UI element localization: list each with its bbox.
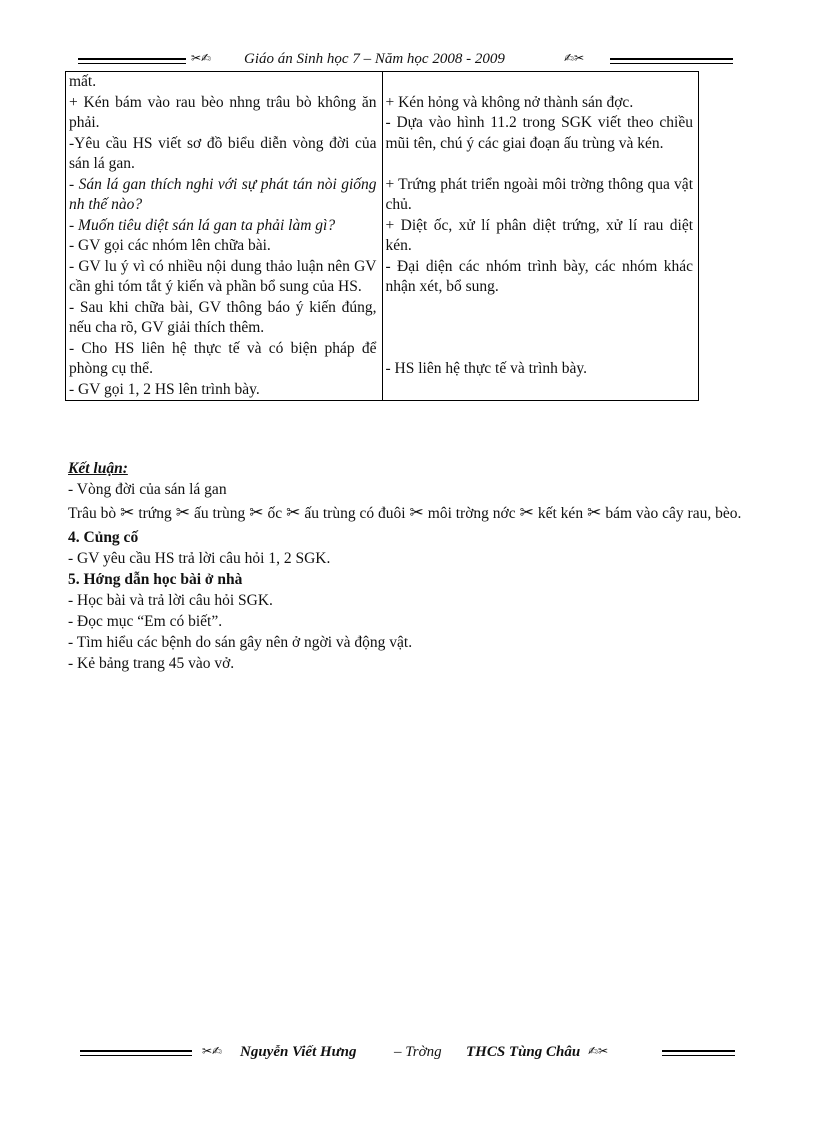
scissors-arrow-icon: ✂ xyxy=(587,503,602,523)
cycle-stage: bám vào cây rau, bèo. xyxy=(605,505,742,522)
cell-paragraph: + Diệt ốc, xử lí phân diệt trứng, xử lí rau diệt kén. xyxy=(385,216,693,254)
header-title: Giáo án Sinh học 7 – Năm học 2008 - 2009 xyxy=(244,51,505,67)
cell-spacer xyxy=(386,318,694,339)
section-5-heading: 5. Hớng dẫn học bài ở nhà xyxy=(68,571,243,588)
header-rule-right xyxy=(610,58,733,64)
list-item: - Tìm hiểu các bệnh do sán gây nên ở ngời và động vật. xyxy=(68,634,413,651)
conclusion-section xyxy=(68,458,768,674)
cell-paragraph: - GV gọi các nhóm lên chữa bài. xyxy=(69,237,271,254)
footer-author: Nguyễn Viết Hưng xyxy=(240,1044,357,1060)
conclusion-heading: Kết luận: xyxy=(68,460,128,477)
cell-paragraph: - GV lu ý vì có nhiều nội dung thảo luận nên GV cần ghi tóm tắt ý kiến và phần bổ sung của HS. xyxy=(69,257,377,295)
page-header xyxy=(78,51,733,71)
footer-ornament-right-icon: ✍✂ xyxy=(588,1044,609,1058)
scissors-arrow-icon: ✂ xyxy=(519,503,534,523)
table-row xyxy=(66,72,699,401)
cell-paragraph: - Muốn tiêu diệt sán lá gan ta phải làm gì? xyxy=(69,216,336,234)
cell-paragraph: mất. xyxy=(69,73,97,90)
cycle-stage: Trâu bò xyxy=(68,505,117,522)
student-activity-column xyxy=(382,72,699,401)
cell-paragraph: - Dựa vào hình 11.2 trong SGK viết theo chiều mũi tên, chú ý các giai đoạn ấu trùng và kén. xyxy=(385,114,693,152)
cycle-stage: trứng xyxy=(138,505,172,522)
section-5-list xyxy=(68,590,768,674)
page-footer xyxy=(80,1044,735,1064)
cell-spacer xyxy=(386,72,694,93)
cell-paragraph: - Sán lá gan thích nghi với sự phát tán nòi giống nh thế nào? xyxy=(69,175,377,213)
scissors-arrow-icon: ✂ xyxy=(120,503,135,523)
cycle-stage: kết kén xyxy=(537,505,584,522)
cell-spacer xyxy=(386,298,694,319)
cell-paragraph: - Sau khi chữa bài, GV thông báo ý kiến đúng, nếu cha rõ, GV giải thích thêm. xyxy=(69,298,377,336)
list-item: - Kẻ bảng trang 45 vào vở. xyxy=(68,655,235,672)
footer-separator: – Trờng xyxy=(394,1044,442,1060)
cell-paragraph: -Yêu cầu HS viết sơ đồ biểu diễn vòng đời của sán lá gan. xyxy=(69,134,377,172)
header-ornament-left-icon: ✂✍ xyxy=(191,51,212,65)
header-rule-left xyxy=(78,58,186,64)
list-item: - GV yêu cầu HS trả lời câu hỏi 1, 2 SGK. xyxy=(68,550,331,567)
section-4-heading: 4. Củng cố xyxy=(68,529,139,546)
conclusion-line: - Vòng đời của sán lá gan xyxy=(68,481,227,498)
life-cycle-diagram xyxy=(68,500,768,527)
cell-spacer xyxy=(386,339,694,360)
cell-paragraph: + Kén bám vào rau bèo nhng trâu bò không ăn phải. xyxy=(69,93,377,131)
cell-paragraph: - Cho HS liên hệ thực tế và có biện pháp để phòng cụ thể. xyxy=(69,339,377,377)
scissors-arrow-icon: ✂ xyxy=(175,503,190,523)
scissors-arrow-icon: ✂ xyxy=(249,503,264,523)
footer-rule-left xyxy=(80,1050,192,1056)
cycle-stage: ấu trùng có đuôi xyxy=(304,505,406,522)
list-item: - Đọc mục “Em có biết”. xyxy=(68,613,223,630)
scissors-arrow-icon: ✂ xyxy=(286,503,301,523)
cell-paragraph: - HS liên hệ thực tế và trình bày. xyxy=(385,360,588,377)
section-4-list xyxy=(68,548,768,569)
footer-school: THCS Tùng Châu xyxy=(466,1044,581,1060)
cell-paragraph: - Đại diện các nhóm trình bày, các nhóm khác nhận xét, bổ sung. xyxy=(385,257,693,295)
scissors-arrow-icon: ✂ xyxy=(409,503,424,523)
teacher-activity-column xyxy=(66,72,383,401)
footer-rule-right xyxy=(662,1050,735,1056)
cell-paragraph: - GV gọi 1, 2 HS lên trình bày. xyxy=(69,380,260,398)
cell-spacer xyxy=(386,154,694,175)
list-item: - Học bài và trả lời câu hỏi SGK. xyxy=(68,592,273,609)
lesson-table xyxy=(65,71,699,401)
cycle-stage: ấu trùng xyxy=(193,505,246,522)
cycle-stage: môi trờng nớc xyxy=(427,505,516,522)
cycle-stage: ốc xyxy=(267,505,283,522)
cell-paragraph: + Kén hỏng và không nở thành sán đợc. xyxy=(385,93,634,111)
cell-paragraph: + Trứng phát triển ngoài môi trờng thông qua vật chủ. xyxy=(385,175,693,213)
header-ornament-right-icon: ✍✂ xyxy=(564,51,585,65)
footer-ornament-left-icon: ✂✍ xyxy=(202,1044,223,1058)
